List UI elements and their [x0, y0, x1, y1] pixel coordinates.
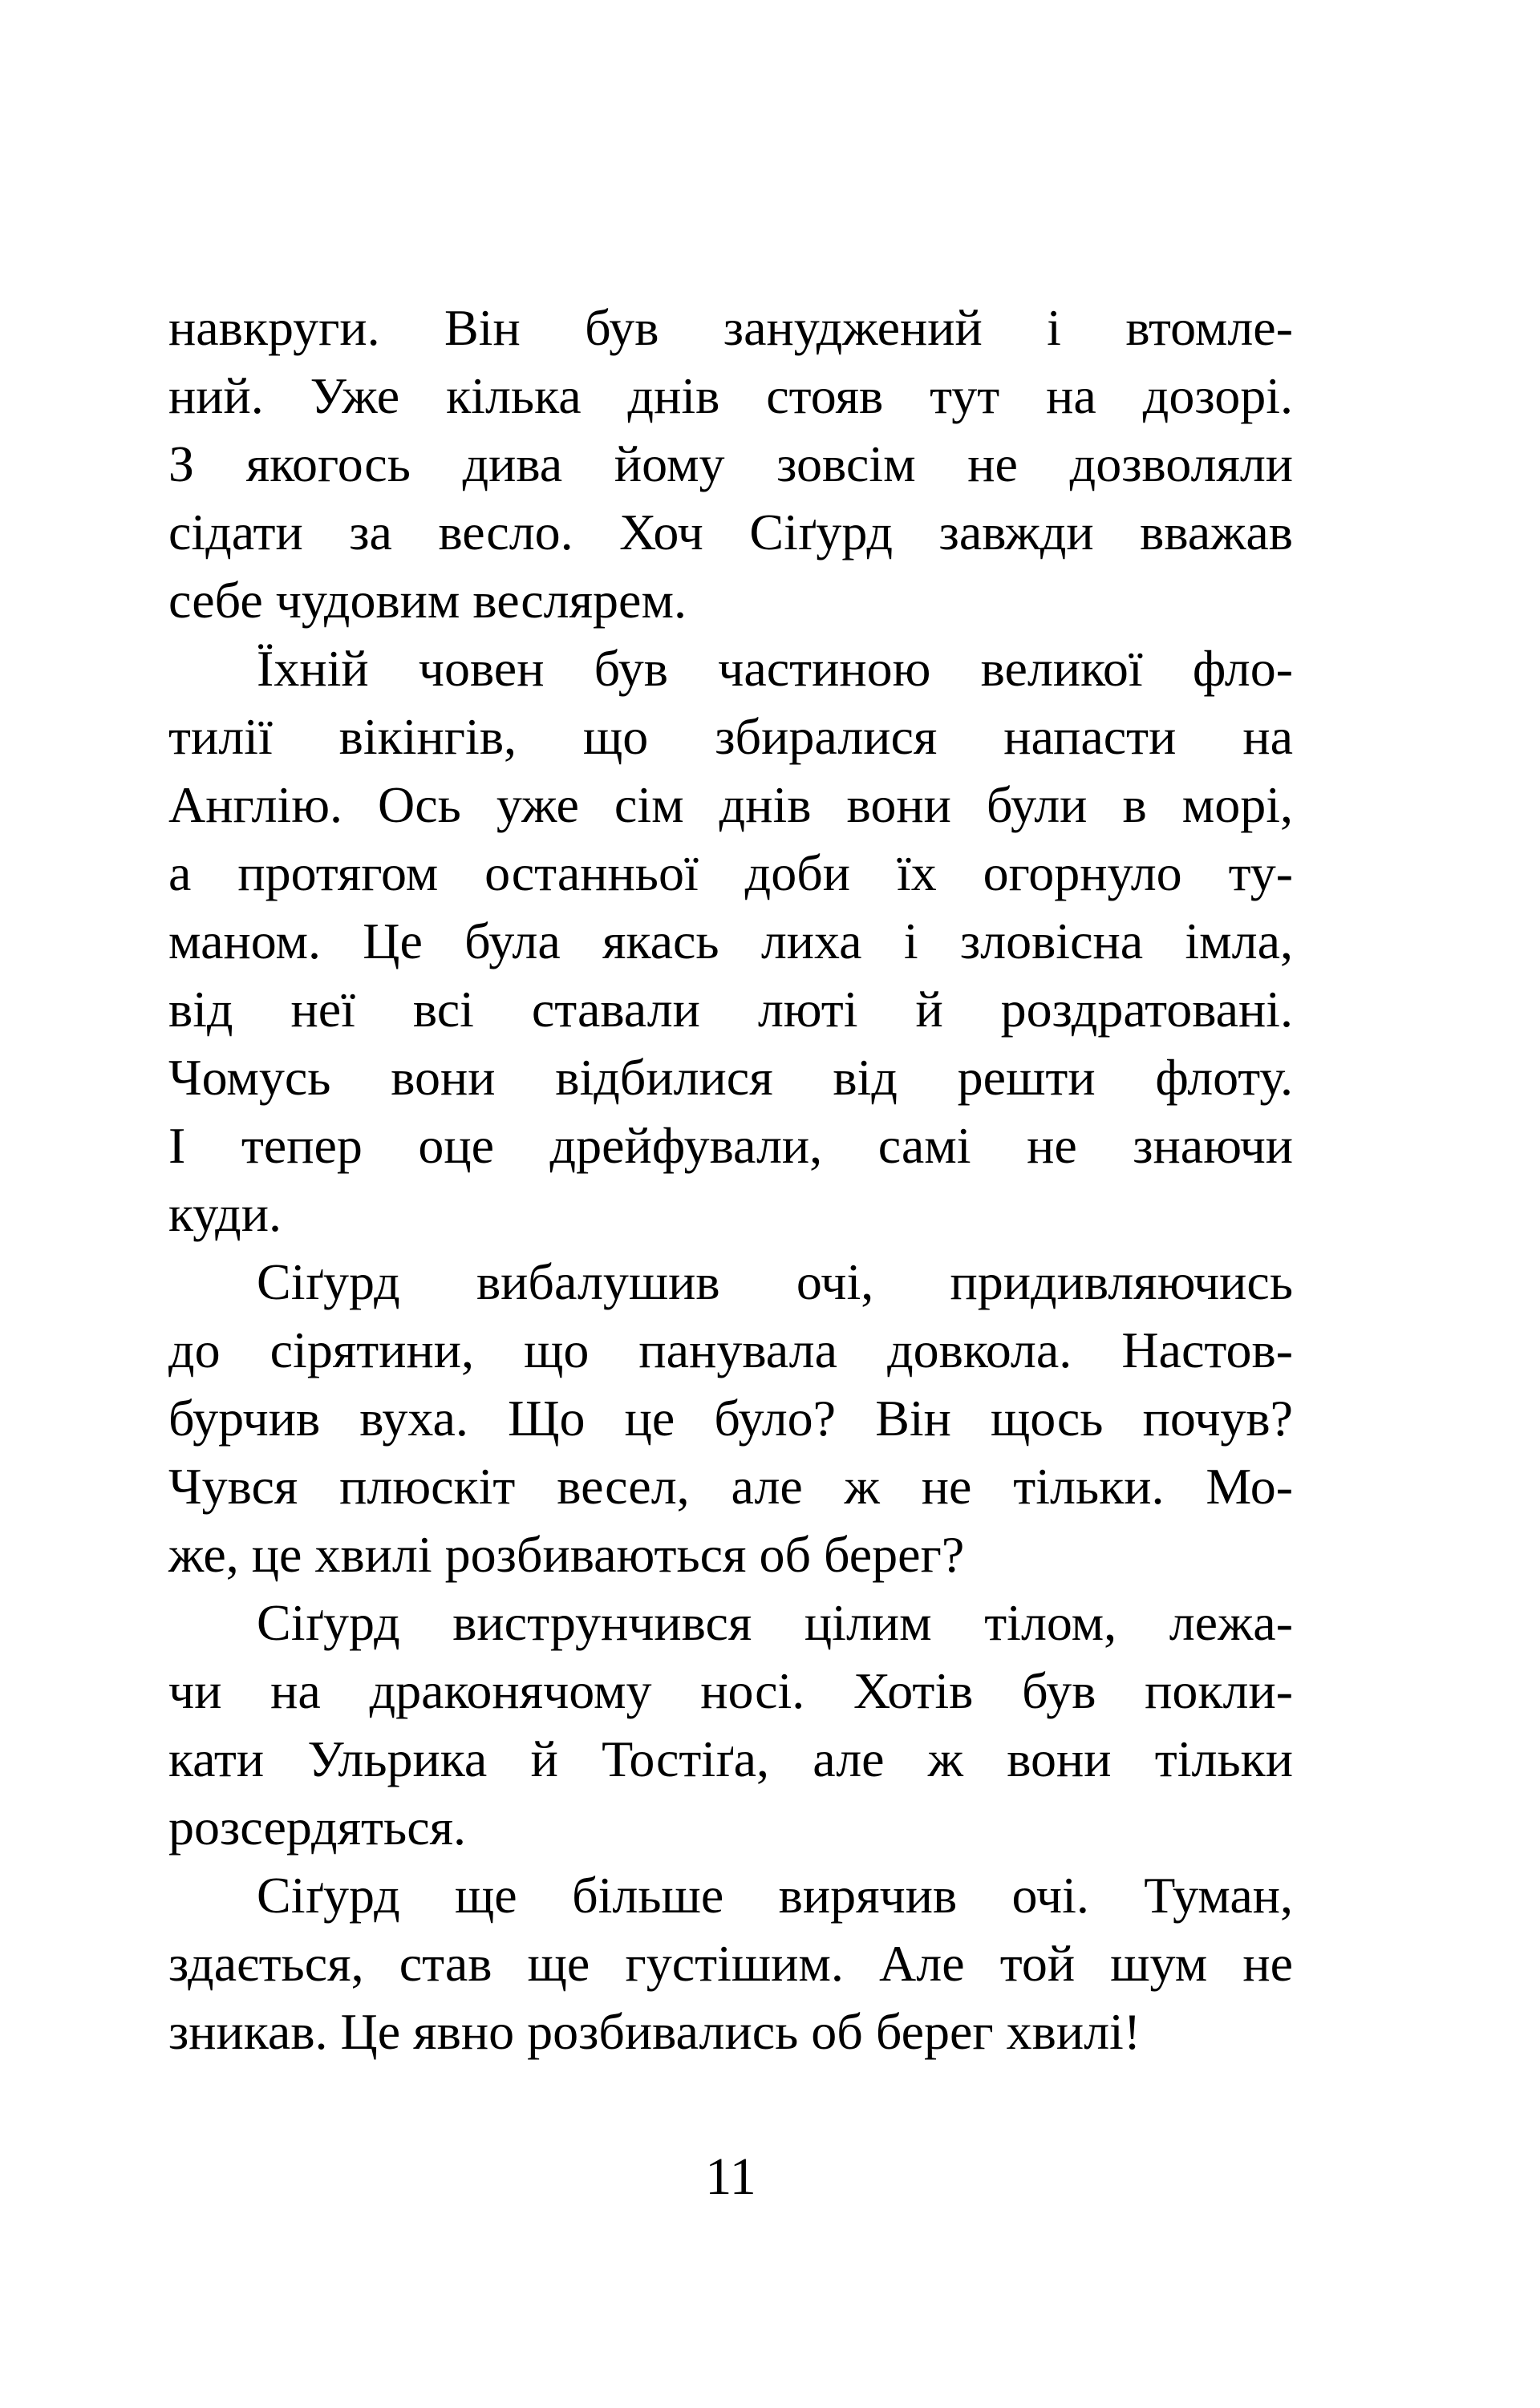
- text-line: Чувся плюскіт весел, але ж не тільки. Мо-: [168, 1458, 1293, 1515]
- text-line: здається, став ще густішим. Але той шум не: [168, 1935, 1293, 1992]
- text-line: сідати за весло. Хоч Сіґурд завжди вважав: [168, 504, 1293, 561]
- text-line: розсердяться.: [168, 1799, 467, 1856]
- text-line: ний. Уже кілька днів стояв тут на дозорі.: [168, 367, 1293, 424]
- text-line: Сіґурд виструнчився цілим тілом, лежа-: [257, 1594, 1293, 1651]
- body-text: [168, 293, 1293, 2066]
- text-line: а протягом останньої доби їх огорнуло ту-: [168, 844, 1293, 901]
- text-line: бурчив вуха. Що це було? Він щось почув?: [168, 1390, 1293, 1447]
- text-line: від неї всі ставали люті й роздратовані.: [168, 981, 1293, 1038]
- text-line: куди.: [168, 1185, 282, 1242]
- text-line: кати Ульрика й Тостіґа, але ж вони тільки: [168, 1730, 1293, 1787]
- text-line: навкруги. Він був зануджений і втомле-: [168, 299, 1293, 356]
- text-line: же, це хвилі розбиваються об берег?: [168, 1526, 965, 1583]
- text-line: Чомусь вони відбилися від решти флоту.: [168, 1049, 1293, 1106]
- text-line: З якогось дива йому зовсім не дозволяли: [168, 435, 1293, 492]
- text-line: Їхній човен був частиною великої фло-: [257, 640, 1293, 697]
- text-line: Англію. Ось уже сім днів вони були в морі,: [168, 776, 1293, 833]
- paragraph: [168, 634, 1293, 1248]
- text-line: тилії вікінгів, що збиралися напасти на: [168, 708, 1293, 765]
- text-line: Сіґурд вибалушив очі, придивляючись: [257, 1253, 1293, 1310]
- text-line: чи на драконячому носі. Хотів був покли-: [168, 1662, 1293, 1719]
- page-number: 11: [705, 2147, 756, 2206]
- paragraph: [168, 1588, 1293, 1861]
- text-line: І тепер оце дрейфували, самі не знаючи: [168, 1117, 1293, 1174]
- text-line: маном. Це була якась лиха і зловісна імла,: [168, 913, 1293, 969]
- text-line: зникав. Це явно розбивались об берег хвилі!: [168, 2003, 1141, 2060]
- text-line: до сірятини, що панувала довкола. Настов-: [168, 1321, 1293, 1378]
- text-line: Сіґурд ще більше вирячив очі. Туман,: [257, 1867, 1293, 1924]
- text-line: себе чудовим веслярем.: [168, 572, 687, 629]
- paragraph: [168, 293, 1293, 634]
- paragraph: [168, 1861, 1293, 2066]
- paragraph: [168, 1248, 1293, 1588]
